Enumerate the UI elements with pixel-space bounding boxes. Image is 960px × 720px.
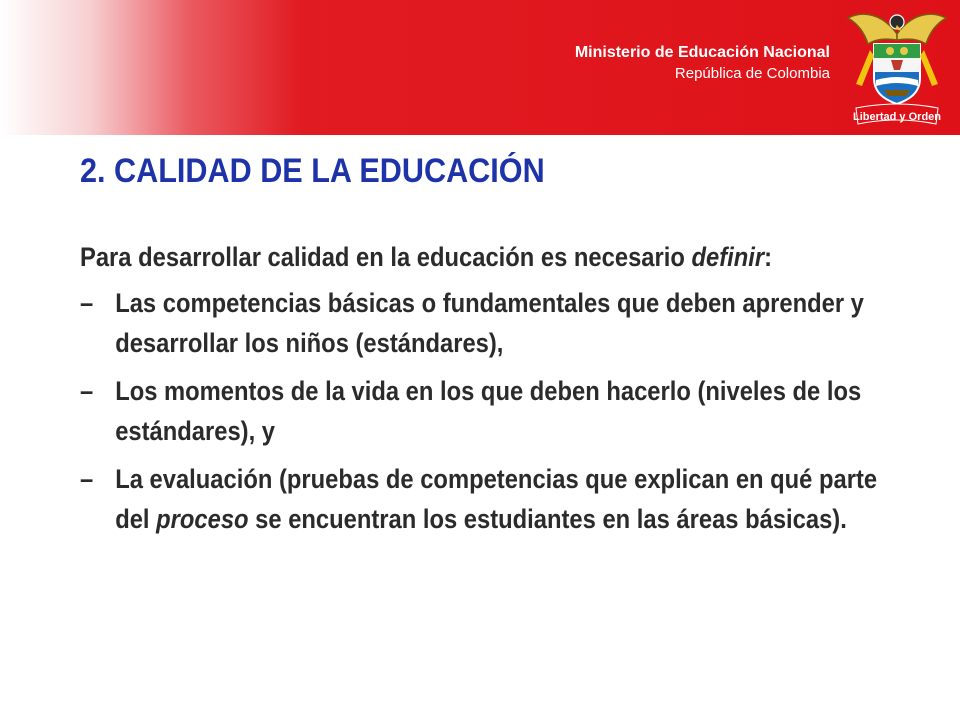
bullet-list xyxy=(80,283,940,539)
ministry-name: Ministerio de Educación Nacional xyxy=(574,44,830,61)
ministry-block xyxy=(575,42,830,84)
bullet-dash: – xyxy=(80,464,94,494)
bullet-emphasis: proceso xyxy=(156,504,249,534)
intro-paragraph xyxy=(80,237,925,277)
coat-of-arms-icon xyxy=(838,4,956,132)
bullet-text: La evaluación (pruebas de competencias que explican en qué parte del xyxy=(115,464,878,534)
bullet-item xyxy=(80,283,907,363)
slide-title: 2. CALIDAD DE LA EDUCACIÓN xyxy=(80,152,545,190)
country-name: República de Colombia xyxy=(674,65,830,82)
bullet-dash: – xyxy=(80,288,94,318)
intro-text: Para desarrollar calidad en la educación es necesario xyxy=(80,242,692,272)
intro-colon: : xyxy=(764,242,772,272)
seal-motto: Libertad y Orden xyxy=(852,111,942,123)
header-banner xyxy=(0,0,960,135)
bullet-item xyxy=(80,459,907,539)
bullet-text: Los momentos de la vida en los que deben hacerlo (niveles de los estándares), y xyxy=(115,376,862,446)
bullet-text-end: se encuentran los estudiantes en las áreas básicas). xyxy=(248,504,847,534)
bullet-dash: – xyxy=(80,376,94,406)
slide-body xyxy=(80,237,940,547)
bullet-item xyxy=(80,371,907,451)
bullet-text: Las competencias básicas o fundamentales que deben aprender y desarrollar los niños (estándares), xyxy=(115,288,864,358)
intro-emphasis: definir xyxy=(691,242,765,272)
